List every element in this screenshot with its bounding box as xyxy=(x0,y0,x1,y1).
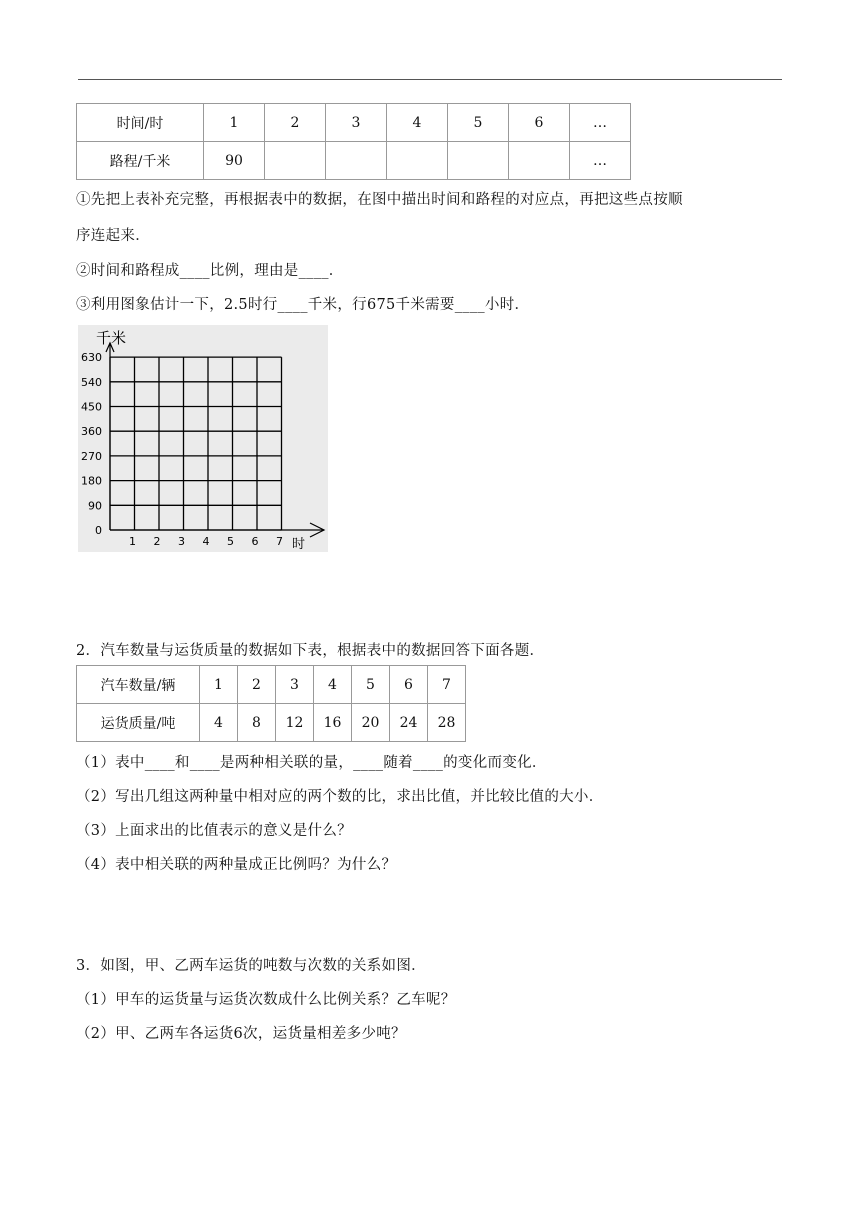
q3-item-1: （1）甲车的运货量与运货次数成什么比例关系？乙车呢？ xyxy=(76,992,456,1008)
table-cell: 6 xyxy=(509,104,570,142)
table-cell xyxy=(265,142,326,180)
y-tick-label: 630 xyxy=(81,351,102,365)
table-cell: 8 xyxy=(238,704,276,742)
grid-lines xyxy=(110,357,282,530)
x-tick-label: 7 xyxy=(276,535,283,548)
table-row xyxy=(77,666,466,704)
q2-title: 2．汽车数量与运货质量的数据如下表，根据表中的数据回答下面各题． xyxy=(76,643,545,659)
q1-instruction-line1: ①先把上表补充完整，再根据表中的数据，在图中描出时间和路程的对应点，再把这些点按顺 xyxy=(76,192,683,208)
table-cell: 路程/千米 xyxy=(77,142,204,180)
table-cell: 1 xyxy=(204,104,265,142)
table-cell: … xyxy=(570,142,631,180)
table-cell: 16 xyxy=(314,704,352,742)
y-axis-arrow xyxy=(106,343,114,530)
header-rule xyxy=(78,79,782,80)
table-cell: 6 xyxy=(390,666,428,704)
x-tick-label: 1 xyxy=(129,535,136,548)
q3-item-2: （2）甲、乙两车各运货6次，运货量相差多少吨？ xyxy=(76,1026,406,1042)
table-cell: 4 xyxy=(200,704,238,742)
table-row xyxy=(77,104,631,142)
table-cell xyxy=(326,142,387,180)
y-tick-label: 90 xyxy=(88,499,102,513)
x-tick-label: 3 xyxy=(178,535,185,548)
y-tick-label: 450 xyxy=(81,400,102,414)
table-cell xyxy=(387,142,448,180)
table-cell: … xyxy=(570,104,631,142)
y-axis-unit-label: 千米 xyxy=(96,329,127,347)
q2-item-2: （2）写出几组这两种量中相对应的两个数的比，求出比值，并比较比值的大小． xyxy=(76,789,604,805)
y-tick-label: 180 xyxy=(81,474,102,488)
table-cell: 3 xyxy=(326,104,387,142)
table-cell: 汽车数量/辆 xyxy=(77,666,200,704)
table-cell: 20 xyxy=(352,704,390,742)
q2-item-1: （1）表中____和____是两种相关联的量，____随着____的变化而变化． xyxy=(76,755,547,771)
q2-item-3: （3）上面求出的比值表示的意义是什么？ xyxy=(76,823,352,839)
x-tick-label: 6 xyxy=(251,535,259,548)
distance-time-grid xyxy=(78,325,328,552)
table-cell: 12 xyxy=(276,704,314,742)
table-cell: 3 xyxy=(276,666,314,704)
x-tick-label: 4 xyxy=(202,535,210,548)
table-cell: 1 xyxy=(200,666,238,704)
table-cell: 时间/时 xyxy=(77,104,204,142)
x-axis-arrow xyxy=(110,523,324,537)
table-cell: 5 xyxy=(448,104,509,142)
x-tick-label: 2 xyxy=(153,535,161,548)
cars-cargo-table xyxy=(76,665,466,742)
table-cell: 2 xyxy=(238,666,276,704)
table-row xyxy=(77,142,631,180)
table-cell: 运货质量/吨 xyxy=(77,704,200,742)
q1-subquestion-3: ③利用图象估计一下，2.5时行____千米，行675千米需要____小时． xyxy=(76,297,530,313)
time-distance-table xyxy=(76,103,631,180)
table-cell xyxy=(509,142,570,180)
x-tick-label: 5 xyxy=(227,535,234,548)
y-tick-label: 360 xyxy=(81,425,102,439)
q1-subquestion-2: ②时间和路程成____比例，理由是____． xyxy=(76,263,344,279)
y-tick-label: 0 xyxy=(95,524,102,537)
table-cell: 28 xyxy=(428,704,466,742)
q1-instruction-line2: 序连起来． xyxy=(76,228,150,244)
x-axis-unit-label: 时 xyxy=(292,537,306,552)
table-cell: 2 xyxy=(265,104,326,142)
table-cell xyxy=(448,142,509,180)
q3-title: 3．如图，甲、乙两车运货的吨数与次数的关系如图． xyxy=(76,958,426,974)
q2-item-4: （4）表中相关联的两种量成正比例吗？为什么？ xyxy=(76,857,397,873)
table-cell: 5 xyxy=(352,666,390,704)
table-cell: 4 xyxy=(387,104,448,142)
y-tick-label: 540 xyxy=(81,375,102,389)
table-row xyxy=(77,704,466,742)
table-cell: 4 xyxy=(314,666,352,704)
table-cell: 24 xyxy=(390,704,428,742)
table-cell: 90 xyxy=(204,142,265,180)
y-tick-label: 270 xyxy=(81,449,102,463)
table-cell: 7 xyxy=(428,666,466,704)
